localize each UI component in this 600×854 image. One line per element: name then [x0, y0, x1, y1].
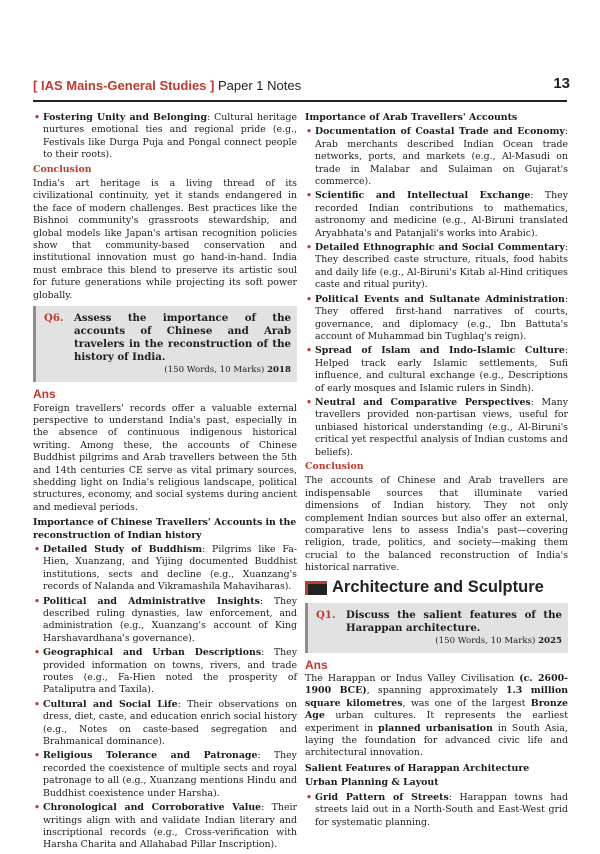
list-item — [305, 294, 568, 344]
list-item — [33, 750, 297, 800]
item-text: : Pilgrims like Fa-Hien, Xuanzang, and Yijing documented Buddhist institutions, sects and decline (e.g., Xuanzang's records of Nalanda and Vikramashila Mahaviharas). — [43, 543, 297, 593]
arab-list — [305, 126, 568, 459]
header-subtitle: Paper 1 Notes — [218, 78, 302, 93]
list-item — [33, 647, 297, 697]
conclusion-paragraph: India's art heritage is a living thread of its civilizational continuity, yet it stands endangered in the face of modern challenges. Best practices like the Bishnoi community's grassroots stewardship, and global models like Japan's artisan recognition policies show that community-based conservation and institutional innovation must go hand-in-hand. India must embrace this blend to preserve its artistic soul for future generations while projecting its soft power globally. — [33, 178, 297, 301]
section-marker-icon — [305, 581, 327, 595]
item-title: Fostering Unity and Belonging — [43, 112, 208, 123]
list-item — [305, 190, 568, 240]
list-item — [305, 126, 568, 188]
header-brand: IAS Mains-General Studies — [40, 78, 207, 93]
question-number: Q6. — [44, 312, 64, 325]
item-text: : Their writings align with and validate Indian literary and inscriptional records (e.g., Cross-verification with Harsha Charita and Allahabad Pillar Inscription). — [43, 802, 297, 851]
item-text: : They offered first-hand narratives of courts, governance, and diplomacy (e.g., Ibn Battuta's account of Muhammad bin Tughlaq's reign). — [315, 293, 568, 342]
conclusion-heading: Conclusion — [305, 460, 364, 472]
urban-list — [305, 792, 568, 829]
item-text: : Harappan towns had streets laid out in a North-South and East-West grid for systematic planning. — [315, 791, 568, 828]
header-rule — [33, 100, 567, 102]
answer-label: Ans — [305, 657, 328, 672]
item-text: : Cultural heritage nurtures emotional ties and regional pride (e.g., Festivals like Durga Puja and Pongal connect people to their roots). — [43, 112, 297, 161]
item-text: : Their observations on dress, diet, caste, and education enrich social history (e.g., Notes on caste-based segregation and Brahmanical dominance). — [43, 698, 297, 748]
intro-paragraph: Foreign travellers' records offer a valuable external perspective to understand India's past, especially in the absence of continuous indigenous historical writing. Among these, the accounts of Chinese Buddhist pilgrims and Arab travellers between the 5th and 14th centuries CE serve as vital primary sources, shedding light on India's religious landscape, political structures, economy, and social systems during ancient and medieval periods. — [33, 402, 297, 513]
item-title: Cultural and Social Life — [43, 698, 178, 710]
item-text: : Many travellers provided non-partisan views, useful for unbiased historical understanding (e.g., Al-Biruni's critical yet respectful analysis of Indian customs and beliefs). — [315, 396, 568, 458]
item-title: Geographical and Urban Descriptions — [43, 647, 262, 659]
question-box-q6 — [33, 306, 297, 382]
list-item — [33, 544, 297, 594]
item-title: Grid Pattern of Streets — [315, 791, 449, 803]
list-item — [33, 596, 297, 646]
list-item — [33, 802, 297, 852]
item-title: Chronological and Corroborative Value — [43, 802, 262, 814]
page-number: 13 — [553, 75, 570, 92]
harappa-paragraph: The Harappan or Indus Valley Civilisation (c. 2600-1900 BCE), spanning approximately 1.3 million square kilometres, was one of the largest Bronze Age urban cultures. It represents the earliest experiment in planned urbanisation in South Asia, laying the foundation for advanced civic life and architectural innovation. — [305, 673, 569, 759]
item-text: : They described caste structure, rituals, food habits and daily life (e.g., Al-Biruni's Kitab al-Hind critiques caste and ritual purity). — [315, 242, 568, 291]
list-item — [305, 242, 568, 292]
item-title: Political and Administrative Insights — [43, 595, 260, 607]
question-marks: (150 Words, 10 Marks) — [435, 635, 536, 646]
answer-label: Ans — [33, 387, 56, 402]
question-marks: (150 Words, 10 Marks) — [164, 365, 265, 376]
item-title: Detailed Study of Buddhism — [43, 543, 203, 555]
header-bracket-close: ] — [210, 78, 215, 93]
list-item — [305, 792, 568, 829]
item-text: : They provided information on towns, rivers, and trade routes (e.g., Fa-Hien noted the prosperity of Pataliputra and Taxila). — [43, 647, 298, 696]
item-text: : They described ruling dynasties, law enforcement, and administration (e.g., Xuanzang's account of King Harshavardhana's governance). — [43, 595, 297, 644]
page-header — [0, 0, 600, 100]
item-text: : Helped track early Islamic settlements, Sufi influence, and cultural exchange (e.g., Descriptions of early mosques and Islamic rulers in Sindh). — [315, 345, 568, 394]
item-title: Religious Tolerance and Patronage — [43, 750, 258, 762]
list-item — [33, 112, 297, 162]
question-year: 2018 — [267, 365, 291, 376]
item-text: : Arab merchants described Indian Ocean trade networks, ports, and markets (e.g., Al-Masudi on trade in Malabar and Sulaiman on Gujarat's commerce). — [315, 126, 568, 188]
urban-heading: Urban Planning & Layout — [305, 777, 439, 789]
item-title: Spread of Islam and Indo-Islamic Culture — [315, 345, 565, 357]
item-text: : They recorded Indian contributions to mathematics, astronomy and medicine (e.g., Al-Biruni translated Aryabhata's and Patanjali's works into Arabic). — [315, 190, 568, 239]
question-year: 2025 — [538, 635, 562, 646]
section-title: Architecture and Sculpture — [332, 578, 544, 597]
question-number: Q1. — [316, 608, 336, 621]
item-title: Documentation of Coastal Trade and Economy — [315, 126, 565, 138]
conclusion-heading: Conclusion — [33, 163, 92, 175]
question-meta — [44, 364, 291, 377]
list-item — [33, 699, 297, 749]
salient-heading: Salient Features of Harappan Architecture — [305, 762, 530, 774]
item-title: Scientific and Intellectual Exchange — [315, 190, 531, 202]
list-item — [305, 345, 568, 395]
list-item — [305, 397, 568, 459]
item-title: Neutral and Comparative Perspectives — [315, 396, 531, 408]
item-title: Political Events and Sultanate Administration — [315, 293, 565, 305]
header-title — [33, 78, 301, 93]
header-bracket-open: [ — [33, 78, 38, 93]
conclusion-paragraph: The accounts of Chinese and Arab travellers are indispensable sources that illuminate varied dimensions of Indian history. They not only complement Indian sources but also offer an external, comparative lens to assess India's past—covering religion, trade, politics, and society—making them crucial to the balanced reconstruction of India's historical narrative. — [305, 475, 568, 574]
question-meta — [316, 635, 562, 648]
fostering-list — [33, 112, 297, 162]
item-text: : They recorded the coexistence of multiple sects and royal patronage to all (e.g., Xuanzang mentions Hindu and Buddhist coexistence under Harsha). — [43, 750, 297, 799]
arab-heading: Importance of Arab Travellers' Accounts — [305, 112, 518, 123]
section-heading — [305, 578, 568, 597]
question-text: Assess the importance of the accounts of Chinese and Arab travelers in the reconstruction of the history of India. — [74, 312, 291, 364]
right-column — [305, 112, 568, 831]
chinese-heading: Importance of Chinese Travellers' Accounts in the reconstruction of Indian history — [33, 517, 297, 541]
item-title: Detailed Ethnographic and Social Commentary — [315, 242, 565, 254]
question-box-q1 — [305, 603, 568, 653]
left-column — [33, 112, 297, 854]
question-text: Discuss the salient features of the Harappan architecture. — [346, 608, 562, 634]
chinese-list — [33, 544, 297, 852]
